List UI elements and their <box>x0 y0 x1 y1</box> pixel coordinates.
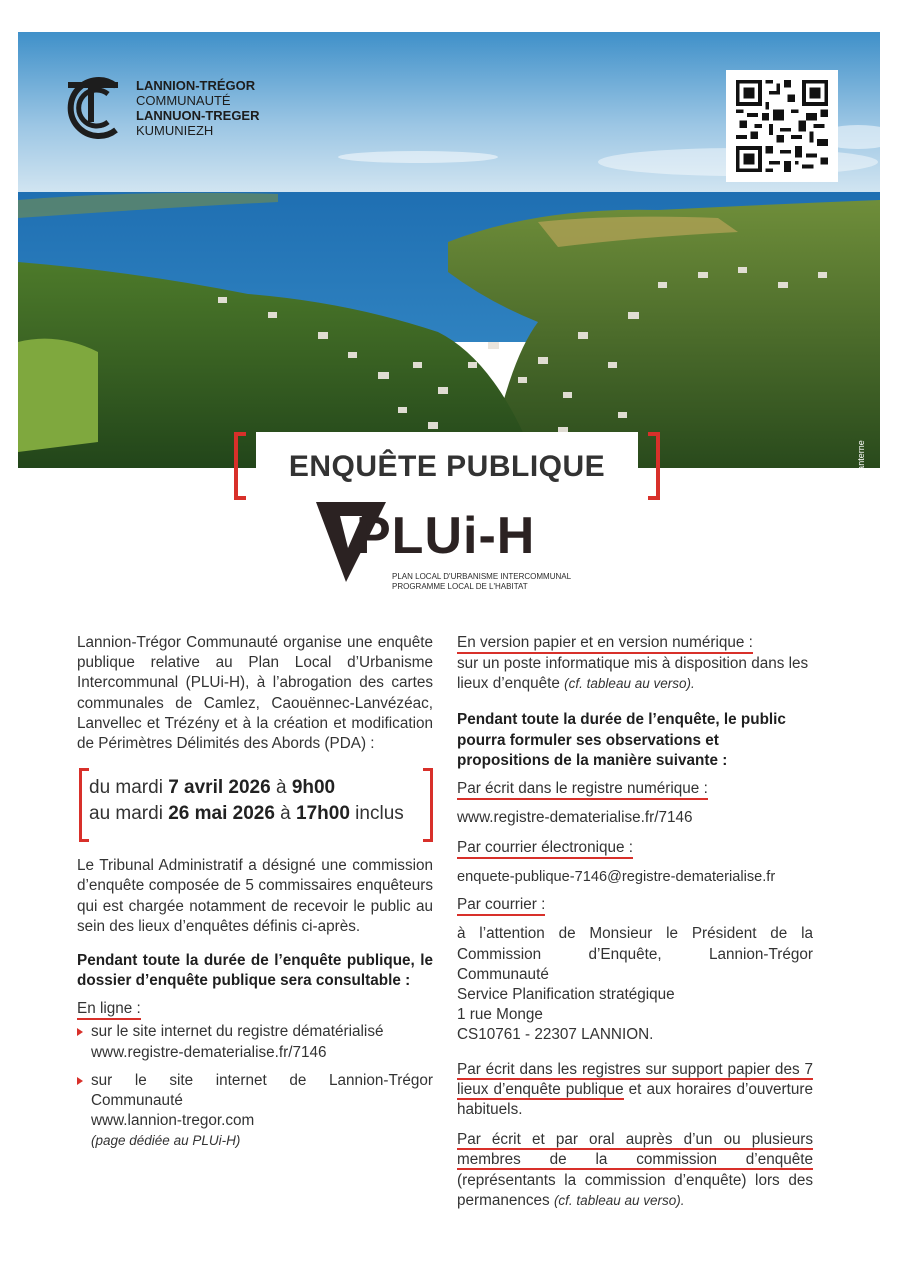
lannion-tregor-logo <box>58 74 260 142</box>
tribunal-paragraph: Le Tribunal Administratif a désigné une commission d’enquête composée de 5 commissaires enquêteurs qui est chargée notamment de recevoir le public au sein des lieux d’enquêtes définis ci-après. <box>77 857 433 935</box>
date-start-time: 9h00 <box>291 777 336 799</box>
plui-subtitle-1: PLAN LOCAL D'URBANISME INTERCOMMUNAL <box>392 572 572 581</box>
registres-label: Par écrit dans les registres sur support papier des 7 lieux d’enquête publique <box>457 1060 813 1098</box>
plui-wordmark: PLUi-H <box>356 507 536 565</box>
bullet-arrow-icon <box>77 1077 83 1085</box>
date-line-start <box>89 778 335 798</box>
banner-box <box>256 432 638 500</box>
date-end-time: 17h00 <box>296 803 350 825</box>
bullet-lannion-note: (page dédiée au PLUi-H) <box>91 1133 241 1149</box>
qr-code-icon <box>736 80 828 172</box>
registre-label: Par écrit dans le registre numérique : <box>457 780 708 800</box>
paper-paragraph <box>457 654 813 694</box>
logo-line-4: KUMUNIEZH <box>136 123 214 138</box>
courrier-city: CS10761 - 22307 LANNION. <box>457 1026 654 1044</box>
lannion-tregor-logo-icon <box>58 74 126 142</box>
date-end-prefix: au mardi <box>89 803 169 825</box>
plui-subtitle-2: PROGRAMME LOCAL DE L'HABITAT <box>392 582 528 591</box>
photo-credit: © Yoan Brière - La Lanterne <box>856 440 866 552</box>
dates-bracket-right <box>423 768 433 842</box>
banner-bracket-left <box>234 432 246 500</box>
public-inquiry-banner <box>234 432 660 500</box>
date-end-suffix: inclus <box>349 803 404 825</box>
date-end-sep: à <box>274 803 297 825</box>
courrier-label: Par courrier : <box>457 896 545 916</box>
date-start-day: 7 avril 2026 <box>168 777 271 799</box>
date-end-day: 26 mai 2026 <box>168 803 275 825</box>
dates-bracket-left <box>79 768 89 842</box>
paper-text: sur un poste informatique mis à disposition dans les lieux d’enquête <box>457 655 809 693</box>
logo-line-2: COMMUNAUTÉ <box>136 93 231 108</box>
left-column <box>77 633 433 1152</box>
bullet-lannion-url[interactable]: www.lannion-tregor.com <box>91 1112 255 1130</box>
bullet-registre-url[interactable]: www.registre-dematerialise.fr/7146 <box>91 1043 327 1061</box>
date-start-prefix: du mardi <box>89 777 169 799</box>
bullet-lannion <box>77 1071 433 1152</box>
date-line-end <box>89 804 404 824</box>
online-label: En ligne : <box>77 1000 141 1020</box>
plui-h-logo <box>316 502 586 592</box>
bullet-registre <box>77 1022 433 1062</box>
observations-paragraph: Pendant toute la durée de l’enquête, le public pourra formuler ses observations et propositions de la manière suivante : <box>457 711 786 769</box>
banner-bracket-right <box>648 432 660 500</box>
courrier-street: 1 rue Monge <box>457 1006 543 1024</box>
oral-note: (cf. tableau au verso). <box>553 1192 685 1208</box>
registres-paragraph <box>457 1060 813 1121</box>
inquiry-dates <box>77 768 433 842</box>
email-label: Par courrier électronique : <box>457 839 633 859</box>
right-column <box>457 633 813 1211</box>
logo-line-1: LANNION-TRÉGOR <box>136 78 256 93</box>
bullet-registre-text: sur le site internet du registre dématérialisé <box>91 1023 384 1041</box>
bullet-arrow-icon <box>77 1028 83 1036</box>
oral-paragraph <box>457 1130 813 1211</box>
date-start-sep: à <box>270 777 292 799</box>
email-address[interactable]: enquete-publique-7146@registre-dematerialise.fr <box>457 869 776 886</box>
paper-note: (cf. tableau au verso). <box>564 676 695 692</box>
intro-paragraph: Lannion-Trégor Communauté organise une enquête publique relative au Plan Local d’Urbanisme Intercommunal (PLUi-H), à l’abrogation des cartes communales de Camlez, Caouënnec-Lanvézéac, Lanvellec et Trézény et à la création et modification de Périmètres Délimités des Abords (PDA) : <box>77 634 433 753</box>
qr-code[interactable] <box>726 70 838 182</box>
registres-text: et aux horaires d’ouverture habituels. <box>457 1080 813 1119</box>
dossier-paragraph: Pendant toute la durée de l’enquête publique, le dossier d’enquête publique sera consultable : <box>77 952 433 990</box>
paper-label: En version papier et en version numérique : <box>457 634 753 654</box>
oral-label: Par écrit et par oral auprès d’un ou plusieurs membres de la commission d’enquête <box>457 1131 813 1169</box>
courrier-service: Service Planification stratégique <box>457 986 675 1004</box>
oral-text: (représentants la commission d’enquête) lors des permanences <box>457 1171 813 1209</box>
banner-title: ENQUÊTE PUBLIQUE <box>288 450 606 483</box>
courrier-text: à l’attention de Monsieur le Président de la Commission d’Enquête, Lannion-Trégor Communauté <box>457 925 813 983</box>
logo-line-3: LANNUON-TREGER <box>136 108 260 123</box>
registre-url[interactable]: www.registre-dematerialise.fr/7146 <box>457 809 693 827</box>
bullet-lannion-text: sur le site internet de Lannion-Trégor Communauté <box>91 1071 433 1110</box>
